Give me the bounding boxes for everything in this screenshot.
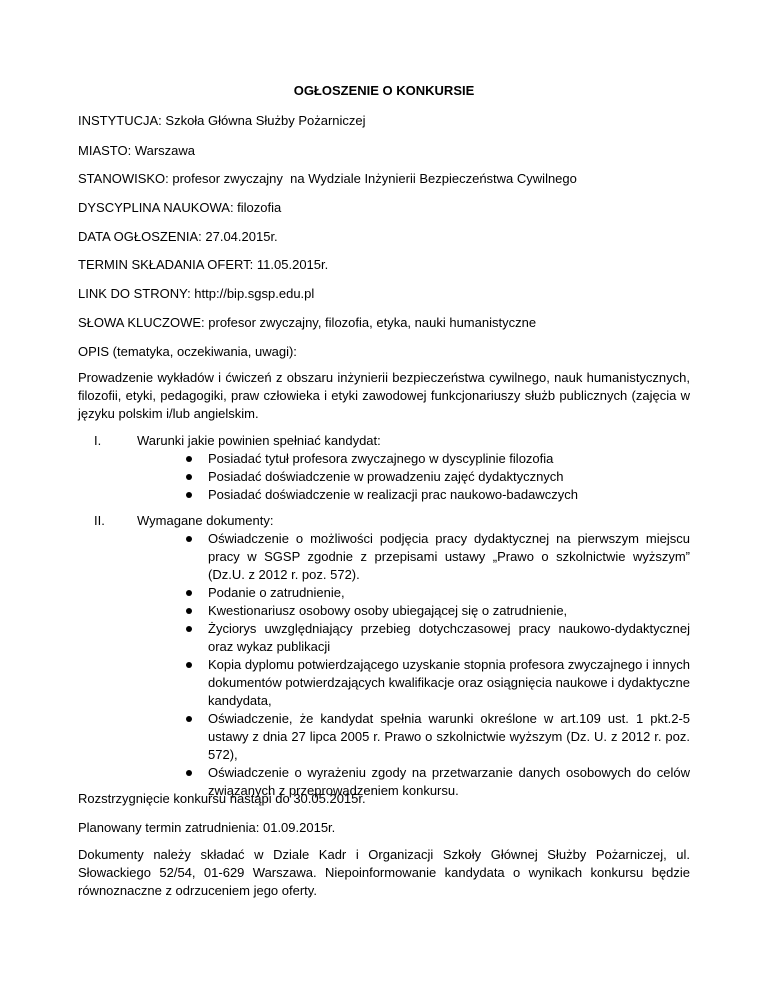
field-keywords: SŁOWA KLUCZOWE: profesor zwyczajny, filozofia, etyka, nauki humanistyczne <box>78 315 537 330</box>
list-item: Życiorys uwzględniający przebieg dotychczasowej pracy naukowo-dydaktycznej oraz wykaz publikacji <box>78 620 690 656</box>
field-link: LINK DO STRONY: http://bip.sgsp.edu.pl <box>78 286 315 301</box>
bullet-icon <box>186 608 192 614</box>
list-item: Podanie o zatrudnienie, <box>78 584 690 602</box>
bullet-icon <box>186 626 192 632</box>
section-heading <box>78 432 690 450</box>
requirements-list <box>78 450 690 504</box>
bullet-icon <box>186 662 192 668</box>
field-announcement-date: DATA OGŁOSZENIA: 27.04.2015r. <box>78 229 278 244</box>
resolution-date: Rozstrzygnięcie konkursu nastąpi do 30.05.2015r. <box>78 791 366 806</box>
section-heading <box>78 512 690 530</box>
list-item: Posiadać tytuł profesora zwyczajnego w dyscyplinie filozofia <box>78 450 690 468</box>
list-item: Oświadczenie o wyrażeniu zgody na przetwarzanie danych osobowych do celów związanych z przeprowadzeniem konkursu. <box>78 764 690 800</box>
bullet-icon <box>186 492 192 498</box>
bullet-icon <box>186 770 192 776</box>
employment-date: Planowany termin zatrudnienia: 01.09.2015r. <box>78 820 336 835</box>
field-city: MIASTO: Warszawa <box>78 143 196 158</box>
submission-paragraph: Dokumenty należy składać w Dziale Kadr i Organizacji Szkoły Głównej Służby Pożarniczej, ul. Słowackiego 52/54, 01-629 Warszawa. Niepoinformowanie kandydata o wynikach konkursu będzie równoznaczne z odrzuceniem jego oferty. <box>78 847 690 898</box>
list-item: Posiadać doświadczenie w prowadzeniu zajęć dydaktycznych <box>78 468 690 486</box>
section-documents <box>78 512 690 800</box>
section-title: Warunki jakie powinien spełniać kandydat: <box>137 433 381 448</box>
list-item: Posiadać doświadczenie w realizacji prac naukowo-badawczych <box>78 486 690 504</box>
field-position: STANOWISKO: profesor zwyczajny na Wydziale Inżynierii Bezpieczeństwa Cywilnego <box>78 171 577 186</box>
list-item: Kwestionariusz osobowy osoby ubiegającej się o zatrudnienie, <box>78 602 690 620</box>
bullet-icon <box>186 536 192 542</box>
list-item: Oświadczenie o możliwości podjęcia pracy dydaktycznej na pierwszym miejscu pracy w SGSP zgodnie z przepisami ustawy „Prawo o szkolnictwie wyższym” (Dz.U. z 2012 r. poz. 572). <box>78 530 690 584</box>
field-deadline: TERMIN SKŁADANIA OFERT: 11.05.2015r. <box>78 257 329 272</box>
bullet-icon <box>186 474 192 480</box>
field-institution: INSTYTUCJA: Szkoła Główna Służby Pożarniczej <box>78 113 366 128</box>
section-number: I. <box>94 433 102 448</box>
section-number: II. <box>94 513 105 528</box>
documents-list <box>78 530 690 800</box>
section-title: Wymagane dokumenty: <box>137 513 274 528</box>
bullet-icon <box>186 590 192 596</box>
page-title: OGŁOSZENIE O KONKURSIE <box>293 83 475 98</box>
field-description-label: OPIS (tematyka, oczekiwania, uwagi): <box>78 344 297 359</box>
list-item: Kopia dyplomu potwierdzającego uzyskanie stopnia profesora zwyczajnego i innych dokumentów potwierdzających kwalifikacje oraz osiągnięcia naukowe i dydaktyczne kandydata, <box>78 656 690 710</box>
section-requirements <box>78 432 690 504</box>
list-item: Oświadczenie, że kandydat spełnia warunki określone w art.109 ust. 1 pkt.2-5 ustawy z dnia 27 lipca 2005 r. Prawo o szkolnictwie wyższym (Dz. U. z 2012 r. poz. 572), <box>78 710 690 764</box>
description-paragraph: Prowadzenie wykładów i ćwiczeń z obszaru inżynierii bezpieczeństwa cywilnego, nauk humanistycznych, filozofii, etyki, pedagogiki, praw człowieka i etyki zawodowej funkcjonariuszy służb publicznych (zajęcia w języku polskim i/lub angielskim. <box>78 370 690 421</box>
field-discipline: DYSCYPLINA NAUKOWA: filozofia <box>78 200 282 215</box>
bullet-icon <box>186 716 192 722</box>
bullet-icon <box>186 456 192 462</box>
